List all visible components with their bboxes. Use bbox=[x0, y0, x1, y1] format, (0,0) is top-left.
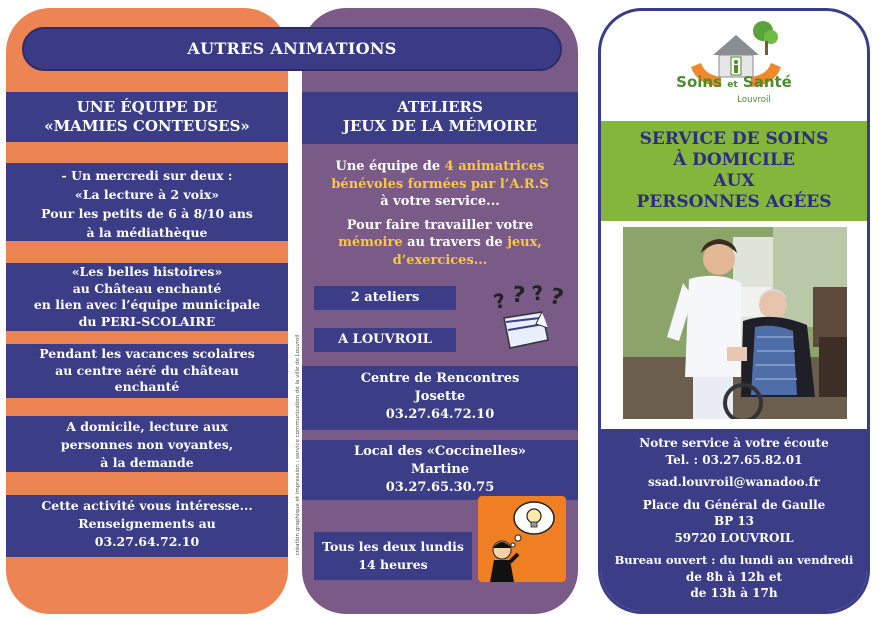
svg-text:?: ? bbox=[530, 280, 545, 306]
logo-word: et bbox=[727, 80, 738, 90]
highlight-text: d’exercices... bbox=[392, 252, 488, 268]
contact-name: Martine bbox=[410, 462, 470, 477]
phone-number: 03.27.64.72.10 bbox=[94, 534, 200, 549]
text-line: - Un mercredi sur deux : bbox=[61, 168, 233, 183]
hours-line: Bureau ouvert : du lundi au vendredi bbox=[614, 553, 854, 567]
text-line: à la demande bbox=[100, 455, 194, 470]
text-line: Renseignements au bbox=[78, 516, 216, 531]
wednesday-reading-block bbox=[6, 163, 288, 241]
belles-histoires-block bbox=[6, 263, 288, 331]
title-line: ATELIERS bbox=[397, 98, 483, 116]
thinking-person-image bbox=[478, 496, 566, 582]
service-title bbox=[601, 121, 867, 221]
centre-rencontres-box bbox=[302, 366, 578, 430]
text-line: du PERI-SCOLAIRE bbox=[78, 313, 216, 329]
location-label: A LOUVROIL bbox=[314, 328, 456, 352]
info-heading: Notre service à votre écoute bbox=[639, 436, 829, 450]
credit-text: création graphique et impression : service communication de la ville de Louvroil bbox=[295, 334, 301, 556]
svg-text:?: ? bbox=[491, 288, 508, 315]
text-line: «La lecture à 2 voix» bbox=[74, 187, 220, 202]
title-line: JEUX DE LA MÉMOIRE bbox=[342, 117, 538, 135]
title-line: UNE ÉQUIPE DE bbox=[76, 98, 218, 116]
text-line: Pendant les vacances scolaires bbox=[39, 346, 255, 361]
vacances-block bbox=[6, 344, 288, 398]
text-line: 14 heures bbox=[358, 557, 428, 572]
caregiver-photo bbox=[621, 225, 849, 421]
email-address: ssad.louvroil@wanadoo.fr bbox=[647, 475, 820, 489]
svg-text:?: ? bbox=[510, 282, 527, 309]
highlight-text: 4 animatrices bbox=[444, 159, 545, 174]
logo-word: Soins bbox=[676, 73, 723, 91]
contact-info-block bbox=[601, 429, 867, 611]
text-line: au Château enchanté bbox=[72, 280, 222, 296]
svg-text:?: ? bbox=[547, 283, 566, 312]
local-coccinelles-box bbox=[302, 440, 578, 500]
hours-line: de 13h à 17h bbox=[690, 586, 778, 600]
logo-word: Santé bbox=[742, 73, 792, 91]
title-line: À DOMICILE bbox=[673, 150, 795, 170]
address-line: BP 13 bbox=[713, 514, 755, 528]
text-line: enchanté bbox=[114, 379, 180, 394]
text-line: «Les belles histoires» bbox=[71, 264, 223, 279]
text-fragment: Une équipe de bbox=[335, 159, 445, 174]
phone-number: 03.27.65.30.75 bbox=[385, 480, 495, 495]
contact-name: Josette bbox=[414, 389, 466, 404]
ateliers-description bbox=[302, 158, 578, 269]
contact-block bbox=[6, 495, 288, 557]
highlight-text: jeux, bbox=[507, 235, 542, 250]
address-line: 59720 LOUVROIL bbox=[674, 530, 794, 545]
title-line: AUX bbox=[713, 171, 755, 191]
title-line: SERVICE DE SOINS bbox=[639, 129, 829, 149]
right-panel bbox=[598, 8, 870, 614]
autres-animations-banner: AUTRES ANIMATIONS bbox=[22, 27, 562, 71]
text-line: Centre de Rencontres bbox=[360, 371, 520, 386]
text-line: personnes non voyantes, bbox=[60, 437, 234, 452]
text-line: à votre service... bbox=[380, 194, 500, 209]
domicile-reading-block bbox=[6, 416, 288, 472]
hours-line: de 8h à 12h et bbox=[685, 569, 783, 584]
text-line: A domicile, lecture aux bbox=[66, 419, 228, 434]
phone-number: 03.27.64.72.10 bbox=[385, 407, 495, 422]
text-line: Local des «Coccinelles» bbox=[353, 444, 527, 459]
title-line: «MAMIES CONTEUSES» bbox=[44, 117, 250, 135]
text-line: en lien avec l’équipe municipale bbox=[33, 297, 261, 312]
phone-number: Tel. : 03.27.65.82.01 bbox=[665, 452, 803, 467]
text-line: à la médiathèque bbox=[86, 225, 208, 240]
text-line: au centre aéré du château bbox=[55, 362, 239, 378]
logo-subtitle: Louvroil bbox=[737, 95, 771, 105]
text-line: Pour faire travailler votre bbox=[346, 217, 534, 233]
ateliers-title bbox=[302, 92, 578, 144]
conteuses-title bbox=[6, 92, 288, 142]
highlight-text: bénévoles formées par l’A.R.S bbox=[331, 176, 549, 192]
logo-wordmark bbox=[601, 73, 867, 91]
left-panel bbox=[6, 8, 288, 614]
print-credit bbox=[291, 312, 301, 582]
highlight-text: mémoire bbox=[338, 235, 403, 250]
ateliers-count-label: 2 ateliers bbox=[314, 286, 456, 310]
schedule-box bbox=[314, 532, 472, 580]
text-line: Pour les petits de 6 à 8/10 ans bbox=[41, 206, 253, 221]
address-line: Place du Général de Gaulle bbox=[642, 497, 826, 512]
text-line: Cette activité vous intéresse... bbox=[41, 498, 253, 513]
title-line: PERSONNES AGÉES bbox=[636, 192, 832, 212]
puzzled-paper-icon bbox=[490, 278, 572, 354]
middle-panel bbox=[302, 8, 578, 614]
text-fragment: au travers de bbox=[402, 235, 508, 250]
text-line: Tous les deux lundis bbox=[322, 539, 464, 554]
